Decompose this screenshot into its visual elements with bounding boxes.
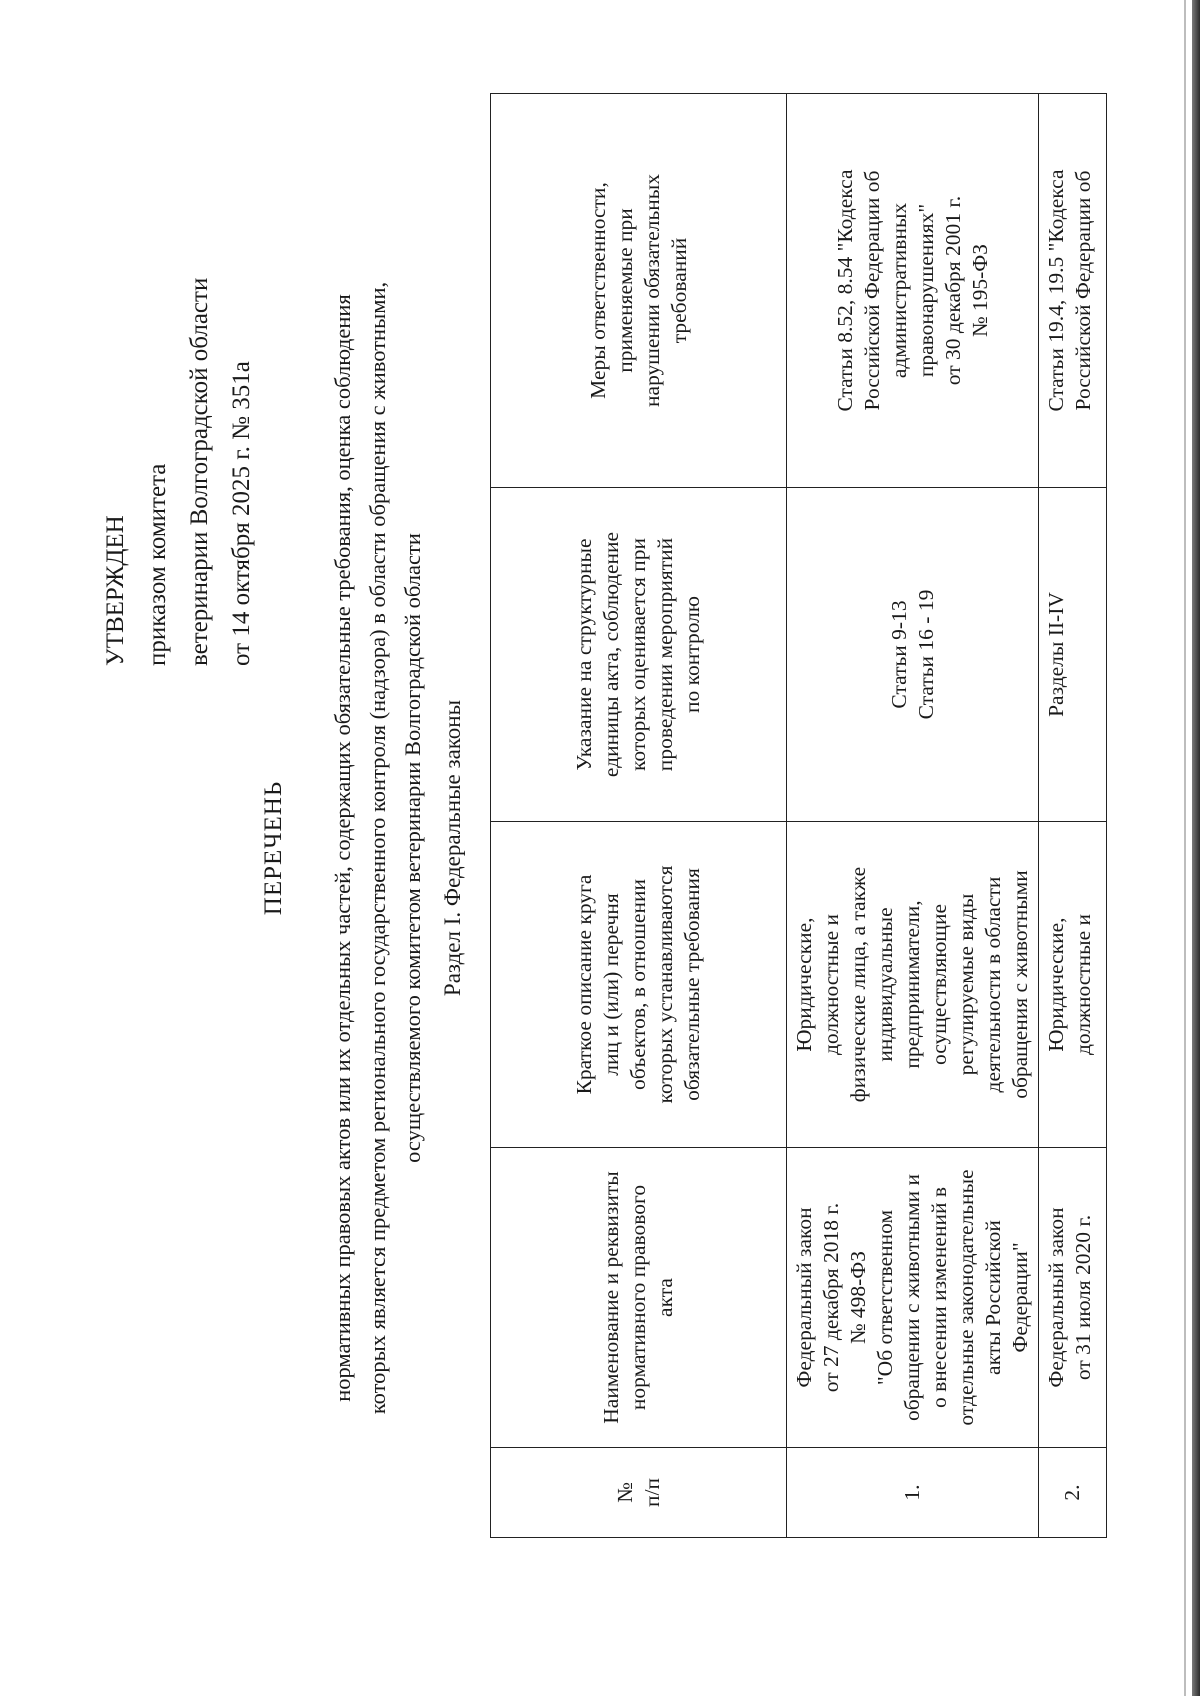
approval-line: от 14 октября 2025 г. № 351а	[228, 361, 255, 666]
header-text: акта	[653, 1278, 677, 1317]
cell-text: обращении с животными и	[900, 1173, 924, 1422]
cell-units	[1039, 488, 1107, 822]
cell-act	[1039, 1148, 1107, 1448]
cell-text: о внесении изменений в	[927, 1186, 951, 1409]
header-cell-subjects	[491, 822, 787, 1148]
header-text: Указание на структурные	[572, 538, 596, 771]
header-text: единицы акта, соблюдение	[599, 531, 623, 778]
header-text: по контролю	[680, 596, 704, 713]
header-text: Краткое описание круга	[572, 874, 596, 1095]
cell-text: регулируемые виды	[954, 893, 978, 1076]
cell-text: Статьи 9-13	[886, 600, 911, 709]
header-text: применяемые при	[612, 208, 637, 373]
cell-text: Юридические,	[792, 917, 816, 1052]
cell-text: Российской Федерации об	[1071, 170, 1095, 411]
cell-text: индивидуальные	[873, 907, 897, 1062]
cell-text: Юридические,	[1044, 917, 1068, 1052]
approval-line: ветеринарии Волгоградской области	[186, 277, 213, 666]
cell-text: осуществляющие	[927, 903, 951, 1066]
cell-text: административных	[886, 202, 911, 379]
cell-text: № 498-ФЗ	[846, 1250, 870, 1345]
header-text: №	[612, 1482, 637, 1503]
cell-text: Статьи 16 - 19	[913, 589, 938, 720]
cell-text: Разделы II-IV	[1044, 592, 1068, 717]
header-text: которых оценивается при	[626, 538, 650, 771]
cell-text: предприниматели,	[900, 900, 924, 1069]
subtitle-line: осуществляемого комитетом ветеринарии Волгоградской области	[400, 533, 425, 1163]
header-text: объектов, в отношении	[626, 879, 650, 1091]
cell-text: Федеральный закон	[1044, 1207, 1068, 1388]
document-subtitle	[325, 230, 430, 1466]
header-text: Меры ответственности,	[585, 182, 610, 399]
cell-text: физические лица, а также	[846, 866, 870, 1103]
cell-text: акты Российской	[981, 1220, 1005, 1375]
document-title: ПЕРЕЧЕНЬ	[260, 780, 287, 916]
header-text: требований	[666, 237, 691, 344]
cell-text: правонарушениях"	[913, 203, 938, 378]
cell-text: № 195-ФЗ	[967, 243, 992, 338]
approval-block	[95, 186, 263, 666]
cell-text: Российской Федерации об	[859, 170, 884, 411]
header-text: проведении мероприятий	[653, 537, 677, 772]
cell-text: должностные и	[1071, 913, 1095, 1056]
cell-text: обращения с животными	[1008, 870, 1032, 1099]
cell-text: должностные и	[819, 913, 843, 1056]
header-text: п/п	[639, 1478, 664, 1507]
header-cell-act	[491, 1148, 787, 1448]
row-number: 2.	[1060, 1484, 1084, 1501]
subtitle-line: нормативных правовых актов или их отдельных частей, содержащих обязательные требования, оценка соблюдения	[330, 294, 355, 1402]
subtitle-line: которых является предметом регионального государственного контроля (надзора) в области обращения с животными,	[365, 281, 390, 1415]
approval-line: УТВЕРЖДЕН	[102, 515, 129, 666]
cell-text: от 27 декабря 2018 г.	[819, 1202, 843, 1393]
cell-subjects	[1039, 822, 1107, 1148]
cell-text: от 30 декабря 2001 г.	[940, 195, 965, 386]
cell-subjects	[787, 822, 1039, 1148]
header-text: Наименование и реквизиты	[599, 1171, 623, 1424]
cell-number	[787, 1448, 1039, 1538]
header-cell-liability	[491, 94, 787, 488]
table-body	[491, 94, 1107, 1538]
table-header-row	[491, 94, 787, 1538]
cell-number	[1039, 1448, 1107, 1538]
cell-text: отдельные законодательные	[954, 1169, 978, 1426]
cell-text: "Об ответственном	[873, 1209, 897, 1386]
cell-text: от 31 июля 2020 г.	[1071, 1214, 1095, 1381]
cell-text: Федеральный закон	[792, 1207, 816, 1388]
cell-liability	[787, 94, 1039, 488]
table-row	[1039, 94, 1107, 1538]
requirements-table	[490, 93, 1107, 1538]
cell-liability	[1039, 94, 1107, 488]
header-text: которых устанавливаются	[653, 865, 677, 1104]
cell-text: Федерации"	[1008, 1242, 1032, 1353]
header-cell-number	[491, 1448, 787, 1538]
header-text: нарушении обязательных	[639, 174, 664, 407]
header-text: обязательные требования	[680, 868, 704, 1101]
header-text: нормативного правового	[626, 1184, 650, 1411]
cell-text: Статьи 8.52, 8.54 "Кодекса	[832, 169, 857, 412]
header-cell-units	[491, 488, 787, 822]
cell-text: Статьи 19.4, 19.5 "Кодекса	[1044, 169, 1068, 412]
cell-text: деятельности в области	[981, 876, 1005, 1093]
table-row	[787, 94, 1039, 1538]
cell-act	[787, 1148, 1039, 1448]
cell-units	[787, 488, 1039, 822]
row-number: 1.	[900, 1484, 924, 1501]
section-heading: Раздел I. Федеральные законы	[440, 699, 465, 997]
header-text: лиц и (или) перечня	[599, 893, 623, 1076]
approval-line: приказом комитета	[144, 463, 171, 666]
